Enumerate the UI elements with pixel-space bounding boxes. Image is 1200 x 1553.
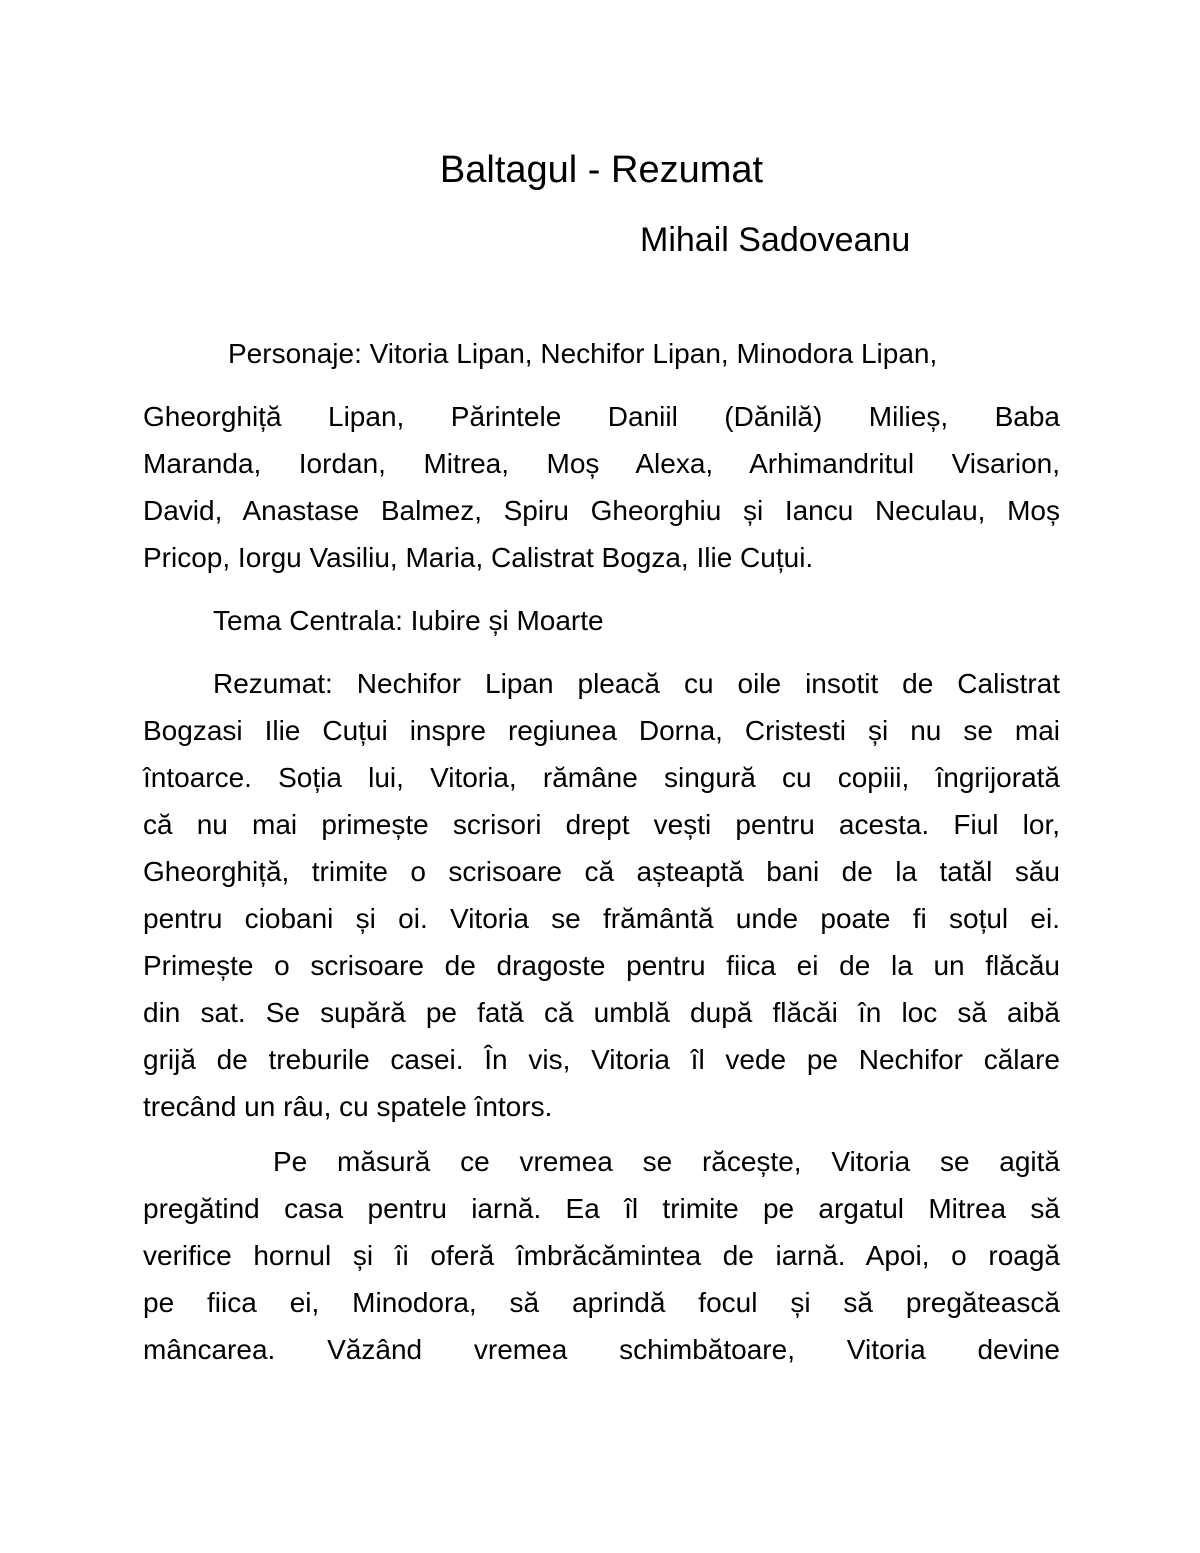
text-line: David, Anastase Balmez, Spiru Gheorghiu și Iancu Neculau, Moș	[143, 495, 1060, 526]
paragraph-tema	[143, 597, 1060, 644]
text-line: Bogzasi Ilie Cuțui inspre regiunea Dorna, Cristesti și nu se mai	[143, 715, 1060, 746]
text-line: trecând un râu, cu spatele întors.	[143, 1091, 553, 1122]
text-line: pregătind casa pentru iarnă. Ea îl trimite pe argatul Mitrea să	[143, 1193, 1060, 1224]
text-line: Gheorghiță Lipan, Părintele Daniil (Dănilă) Milieș, Baba	[143, 401, 1060, 432]
text-line: că nu mai primește scrisori drept vești pentru acesta. Fiul lor,	[143, 809, 1060, 840]
document-title: Baltagul - Rezumat	[439, 149, 764, 191]
document-content	[143, 146, 1060, 1373]
text-line: mâncarea. Văzând vremea schimbătoare, Vitoria devine	[143, 1334, 1060, 1365]
text-line: din sat. Se supără pe fată că umblă după flăcăi în loc să aibă	[143, 997, 1060, 1028]
document-subtitle: Mihail Sadoveanu	[640, 221, 911, 259]
text-line: Primește o scrisoare de dragoste pentru fiica ei de la un flăcău	[143, 950, 1060, 981]
paragraphs	[143, 330, 1060, 1373]
text-line: verifice hornul și îi oferă îmbrăcămintea de iarnă. Apoi, o roagă	[143, 1240, 1060, 1271]
text-line: Pricop, Iorgu Vasiliu, Maria, Calistrat Bogza, Ilie Cuțui.	[143, 542, 814, 573]
paragraph-rezumat	[143, 660, 1060, 1130]
paragraph-pe-masura	[143, 1138, 1060, 1373]
text-line: pe fiica ei, Minodora, să aprindă focul și să pregătească	[143, 1287, 1060, 1318]
text-line: Tema Centrala: Iubire și Moarte	[213, 605, 604, 636]
text-line: Gheorghiță, trimite o scrisoare că așteaptă bani de la tatăl său	[143, 856, 1060, 887]
text-line: Personaje: Vitoria Lipan, Nechifor Lipan, Minodora Lipan,	[228, 338, 938, 369]
paragraph-personaje-list	[143, 393, 1060, 581]
text-line: grijă de treburile casei. În vis, Vitoria îl vede pe Nechifor călare	[143, 1044, 1060, 1075]
text-line: Pe măsură ce vremea se răcește, Vitoria se agită	[273, 1146, 1060, 1177]
paragraph-personaje	[143, 330, 1060, 377]
text-line: întoarce. Soția lui, Vitoria, rămâne singură cu copiii, îngrijorată	[143, 762, 1060, 793]
text-line: pentru ciobani și oi. Vitoria se frământă unde poate fi soțul ei.	[143, 903, 1060, 934]
text-line: Maranda, Iordan, Mitrea, Moș Alexa, Arhimandritul Visarion,	[143, 448, 1060, 479]
text-line: Rezumat: Nechifor Lipan pleacă cu oile insotit de Calistrat	[213, 668, 1060, 699]
